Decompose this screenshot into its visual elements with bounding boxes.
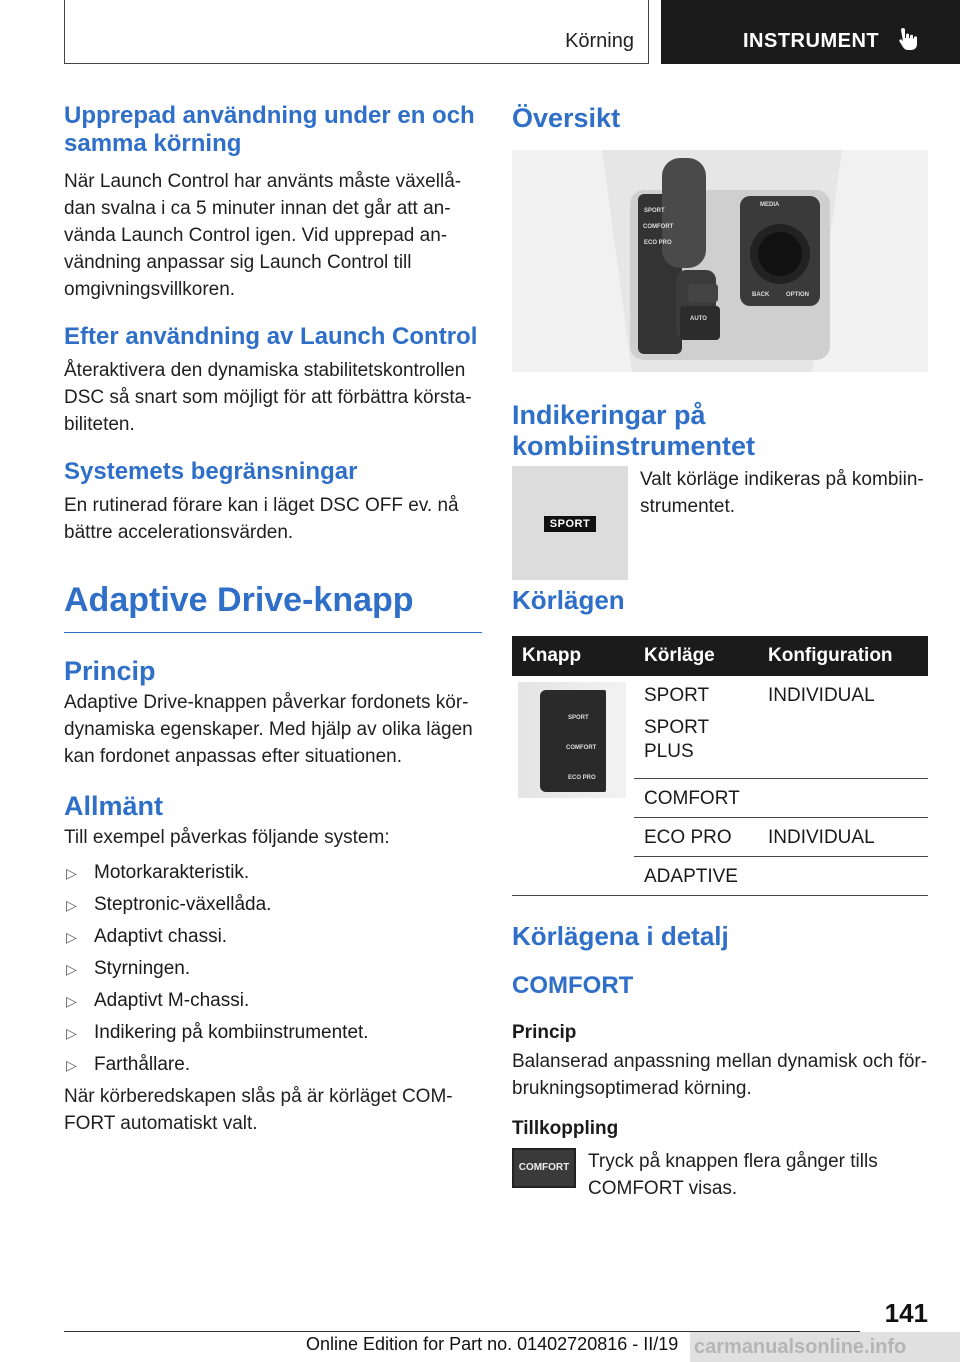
table-cell-mode: ECO PRO <box>634 818 758 857</box>
repeat-heading: Upprepad användning under en och samma körning <box>64 102 475 157</box>
indicator-heading: Indikeringar på kombiinstrumentet <box>512 400 756 461</box>
comfort-button-image: COMFORT <box>512 1148 576 1188</box>
after-text: Återaktivera den dynamiska stabilitetskontrollen DSC så snart som möjligt för att förbättra körstabiliteten. <box>64 360 472 435</box>
triangle-bullet-icon: ▷ <box>66 865 77 881</box>
list-item: ▷ Indikering på kombiinstrumentet. <box>64 1017 482 1049</box>
modes-table <box>512 636 928 896</box>
table-cell-mode: ADAPTIVE <box>634 857 758 896</box>
limits-heading: Systemets begränsningar <box>64 458 358 485</box>
after-heading: Efter användning av Launch Control <box>64 323 478 350</box>
photo-label-option: OPTION <box>786 292 810 298</box>
table-cell-config <box>758 857 928 896</box>
comfort-heading: COMFORT <box>512 972 634 999</box>
triangle-bullet-icon: ▷ <box>66 929 77 945</box>
list-item: ▷ Adaptivt M-chassi. <box>64 985 482 1017</box>
table-row <box>512 676 928 779</box>
table-cell-config: INDIVIDUAL <box>758 818 928 857</box>
indicator-text: Valt körläge indikeras på kombiinstrumentet. <box>640 469 924 517</box>
general-outro: När körberedskapen slås på är körläget COMFORT automatiskt valt. <box>64 1086 453 1134</box>
hand-pointer-icon <box>897 26 921 52</box>
principle-text: Adaptive Drive-knappen påverkar fordonets kördynamiska egenskaper. Med hjälp av olika lägen kan fordonet anpassas efter situationen. <box>64 692 473 767</box>
table-header-mode: Körläge <box>634 636 758 676</box>
list-item: ▷ Steptronic-växellåda. <box>64 889 482 921</box>
systems-list <box>64 857 482 1081</box>
comfort-principle-label: Princip <box>512 1022 577 1043</box>
detail-heading: Körlägena i detalj <box>512 921 729 951</box>
triangle-bullet-icon: ▷ <box>66 897 77 913</box>
photo-label-media: MEDIA <box>760 202 780 208</box>
button-image-cell <box>512 676 634 896</box>
triangle-bullet-icon: ▷ <box>66 1025 77 1041</box>
footer-edition: Online Edition for Part no. 01402720816 - II/19 <box>306 1334 679 1354</box>
repeat-text: När Launch Control har använts måste växellådan svalna i ca 5 minuter innan det går att använda Launch Control igen. Vid upprepad användning anpassar sig Launch Control till omgivningsvillkoren. <box>64 171 462 300</box>
photo-label-comfort: COMFORT <box>643 224 674 230</box>
center-console-photo <box>512 150 928 372</box>
triangle-bullet-icon: ▷ <box>66 993 77 1009</box>
activation-text: Tryck på knappen flera gånger tills COMFORT visas. <box>588 1151 878 1199</box>
photo-label-auto: AUTO <box>690 316 707 322</box>
header-chapter-box <box>661 0 960 64</box>
modes-heading: Körlägen <box>512 585 625 615</box>
table-cell-mode: COMFORT <box>634 779 758 818</box>
list-item: ▷ Farthållare. <box>64 1049 482 1081</box>
center-console-illustration <box>512 150 928 372</box>
comfort-principle-text: Balanserad anpassning mellan dynamisk och förbrukningsoptimerad körning. <box>512 1051 928 1099</box>
overview-heading: Översikt <box>512 103 621 133</box>
principle-heading: Princip <box>64 656 156 686</box>
indicator-row <box>512 466 928 580</box>
triangle-bullet-icon: ▷ <box>66 961 77 977</box>
cluster-display-image <box>512 466 628 580</box>
table-header-button: Knapp <box>512 636 634 676</box>
table-header-config: Konfiguration <box>758 636 928 676</box>
header-chapter-title: INSTRUMENT <box>743 30 880 52</box>
activation-row <box>512 1148 928 1202</box>
list-item: ▷ Styrningen. <box>64 953 482 985</box>
right-column <box>512 100 928 1202</box>
table-cell-config: INDIVIDUAL <box>758 676 928 779</box>
photo-label-back: BACK <box>752 292 770 298</box>
general-intro: Till exempel påverkas följande system: <box>64 827 390 848</box>
main-heading: Adaptive Drive-knapp <box>64 580 482 633</box>
watermark-logo: carmanualsonline.info <box>690 1332 960 1362</box>
table-cell-config <box>758 779 928 818</box>
button-label-ecopro: ECO PRO <box>568 775 596 781</box>
button-label-comfort: COMFORT <box>566 745 597 751</box>
table-cell-mode: SPORT SPORT PLUS <box>634 676 758 779</box>
sport-display-badge: SPORT <box>544 516 596 532</box>
header-section-title: Körning <box>565 30 634 52</box>
page-number: 141 <box>884 1298 928 1328</box>
button-label-sport: SPORT <box>568 715 589 721</box>
photo-label-ecopro: ECO PRO <box>644 240 672 246</box>
left-column <box>64 100 482 1137</box>
photo-label-sport: SPORT <box>644 208 665 214</box>
drive-mode-buttons-image <box>518 682 626 798</box>
header-section-box <box>64 0 649 64</box>
activation-label: Tillkoppling <box>512 1118 619 1139</box>
list-item: ▷ Motorkarakteristik. <box>64 857 482 889</box>
limits-text: En rutinerad förare kan i läget DSC OFF ev. nå bättre accelerationsvärden. <box>64 495 459 543</box>
triangle-bullet-icon: ▷ <box>66 1057 77 1073</box>
general-heading: Allmänt <box>64 791 164 821</box>
list-item: ▷ Adaptivt chassi. <box>64 921 482 953</box>
